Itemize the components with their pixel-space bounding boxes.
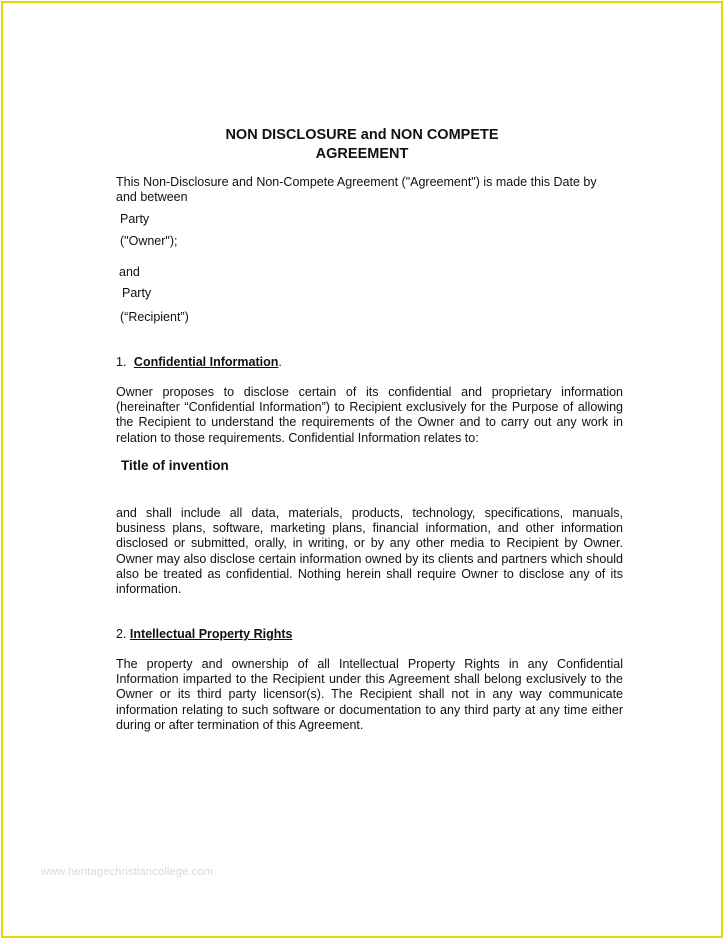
recipient-label: (“Recipient”) — [120, 310, 189, 324]
intro-paragraph: This Non-Disclosure and Non-Compete Agreement ("Agreement") is made this Date by and between — [116, 175, 597, 205]
section-1-title: Confidential Information — [133, 355, 279, 369]
invention-title: Title of invention — [121, 458, 229, 473]
watermark-text: www.heritagechristiancollege.com — [41, 866, 214, 878]
section-1-title-suffix: . — [278, 355, 282, 369]
document-title — [3, 126, 721, 164]
owner-label: ("Owner"); — [120, 234, 178, 248]
and-text: and — [119, 265, 140, 279]
section-2-heading — [116, 627, 292, 642]
section-1-paragraph-2: and shall include all data, materials, products, technology, specifications, manuals, business plans, software, marketing plans, financial information, and other information disclosed or submitted, orally, in writing, or by any other media to Recipient by Owner. Owner may also disclose certain information owned by its clients and partners which should also be treated as confidential. Nothing herein shall require Owner to disclose any of its information. — [116, 506, 623, 597]
party-owner-placeholder: Party — [120, 212, 150, 226]
section-2-paragraph-1: The property and ownership of all Intellectual Property Rights in any Confidential Information imparted to the Recipient under this Agreement shall belong exclusively to the Owner or its third party licensor(s). The Recipient shall not in any way communicate information relating to such software or documentation to any third party at any time either during or after termination of this Agreement. — [116, 657, 623, 732]
title-line-1: NON DISCLOSURE and NON COMPETE — [225, 127, 499, 143]
section-2-number: 2. — [116, 627, 127, 641]
section-2-title: Intellectual Property Rights — [129, 627, 293, 641]
section-1-paragraph-1: Owner proposes to disclose certain of its confidential and proprietary information (hereinafter “Confidential Information”) to Recipient exclusively for the Purpose of allowing the Recipient to understand the requirements of the Owner and to carry out any work in relation to those requirements. Confidential Information relates to: — [116, 385, 623, 445]
section-1-heading — [116, 355, 282, 370]
party-recipient-placeholder: Party — [122, 286, 152, 300]
document-page — [1, 1, 723, 938]
section-1-number: 1. — [116, 355, 127, 369]
title-line-2: AGREEMENT — [315, 146, 409, 162]
